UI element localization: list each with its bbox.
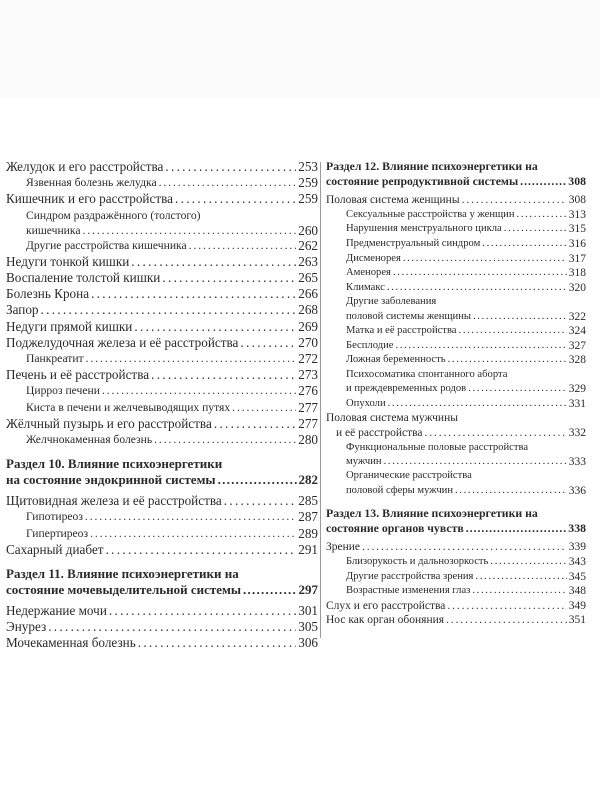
toc-leader-dots [102, 383, 296, 399]
toc-page-number: 338 [568, 520, 586, 535]
toc-page-number: 343 [568, 555, 586, 568]
toc-entry [6, 619, 318, 635]
toc-page-number: 282 [298, 472, 318, 488]
toc-entry [326, 426, 586, 441]
toc-leader-dots [82, 223, 296, 238]
toc-entry-title: Опухоли [346, 397, 386, 409]
column-divider [320, 162, 321, 638]
toc-entry-title: Энурез [6, 619, 47, 635]
toc-entry [6, 319, 318, 335]
toc-entry-title: Ложная беременность [346, 354, 446, 366]
toc-page-number: 331 [568, 397, 586, 410]
toc-page-number: 277 [298, 399, 318, 415]
toc-section-heading [6, 566, 318, 598]
toc-page-number: 336 [568, 484, 586, 497]
toc-entry-title-line1: Психосоматика спонтанного аборта [346, 368, 508, 380]
toc-entry [6, 351, 318, 367]
section-title-line1: Раздел 12. Влияние психоэнергетики на [326, 159, 538, 173]
toc-page-number: 318 [568, 267, 586, 280]
toc-entry-title: Панкреатит [26, 352, 84, 366]
toc-page-number: 305 [298, 619, 318, 635]
toc-entry [326, 521, 586, 536]
toc-page-number: 273 [298, 367, 318, 383]
toc-page-number: 289 [298, 525, 318, 541]
toc-entry [6, 582, 318, 598]
toc-page-number: 266 [298, 286, 318, 302]
toc-entry-title: Климакс [346, 281, 385, 293]
toc-leader-dots [86, 351, 297, 367]
toc-entry-title: Поджелудочная железа и её расстройства [6, 334, 239, 350]
toc-page-number: 259 [298, 191, 318, 207]
toc-entry-title: Запор [6, 302, 39, 318]
toc-page-number: 276 [298, 383, 318, 399]
toc-page-number: 270 [298, 334, 318, 350]
toc-page-number: 280 [298, 432, 318, 448]
section-title-line1: Раздел 13. Влияние психоэнергетики на [326, 506, 538, 521]
toc-entry-title-line1: Синдром раздражённого (толстого) [26, 208, 201, 222]
toc-leader-dots [447, 599, 566, 614]
toc-leader-dots [446, 613, 567, 628]
toc-page-number: 287 [298, 509, 318, 525]
toc-entry-title: Печень и её расстройства [6, 367, 150, 383]
toc-entry [326, 266, 586, 281]
toc-page-number: 328 [568, 354, 586, 367]
toc-leader-dots [162, 270, 296, 286]
toc-entry-multiline [326, 469, 586, 498]
toc-leader-dots [106, 542, 297, 558]
section-title-line1: Раздел 11. Влияние психоэнергетики на [6, 566, 239, 582]
toc-page-number: 332 [568, 426, 586, 439]
toc-entry [6, 335, 318, 351]
toc-entry [26, 223, 318, 238]
toc-entry-title: Желчнокаменная болезнь [26, 433, 153, 447]
toc-leader-dots [468, 382, 567, 396]
toc-leader-dots [134, 319, 296, 335]
toc-entry-multiline [326, 411, 586, 440]
toc-entry [326, 555, 586, 570]
toc-leader-dots [109, 603, 296, 619]
toc-leader-dots [504, 222, 567, 237]
toc-leader-dots [384, 455, 567, 469]
toc-entry [6, 635, 318, 651]
toc-entry-title: на состояние эндокринной системы [6, 472, 216, 488]
toc-page-number: 322 [568, 310, 586, 323]
toc-page-number: 333 [568, 455, 586, 468]
toc-entry-title: Нос как орган обоняния [326, 614, 445, 627]
toc-page-number: 317 [568, 252, 586, 265]
toc-entry-title: Недержание мочи [6, 603, 107, 619]
toc-page-number: 308 [568, 173, 586, 188]
toc-entry [326, 570, 586, 585]
toc-entry-title: Недуги прямой кишки [6, 318, 133, 334]
toc-leader-dots [175, 191, 296, 207]
toc-page-number: 327 [568, 339, 586, 352]
toc-leader-dots [224, 493, 296, 509]
toc-entry [326, 193, 586, 208]
toc-leader-dots [232, 400, 296, 416]
toc-page-number: 329 [568, 383, 586, 396]
toc-entry-title-line1: Другие заболевания [346, 296, 437, 308]
toc-leader-dots [393, 266, 567, 281]
toc-page-number: 265 [298, 270, 318, 286]
toc-page-number: 315 [568, 223, 586, 236]
toc-entry-multiline [326, 295, 586, 324]
toc-entry-title: Аменорея [346, 267, 391, 279]
toc-leader-dots [475, 570, 566, 585]
toc-entry [6, 302, 318, 318]
toc-leader-dots [165, 159, 296, 175]
toc-page-number: 262 [298, 237, 318, 253]
toc-entry-title: Бесплодие [346, 339, 394, 351]
toc-entry [6, 416, 318, 432]
toc-leader-dots [517, 208, 567, 223]
toc-page-number: 260 [298, 222, 318, 238]
toc-leader-dots [362, 540, 567, 555]
toc-entry-title: Цирроз печени [26, 384, 100, 398]
toc-page-number: 291 [298, 541, 318, 557]
toc-entry [6, 493, 318, 509]
toc-entry-title: Другие расстройства зрения [346, 570, 474, 582]
toc-entry-title: Другие расстройства кишечника [26, 238, 187, 252]
toc-leader-dots [448, 353, 567, 368]
toc-leader-dots [138, 635, 296, 651]
toc-entry-title: Гипертиреоз [26, 526, 89, 540]
toc-entry-title: Гипотиреоз [26, 510, 83, 524]
toc-leader-dots [90, 526, 296, 542]
toc-entry [6, 526, 318, 542]
toc-right-column [326, 159, 586, 628]
toc-entry-title-line1: Половая система мужчины [326, 412, 458, 425]
toc-leader-dots [425, 426, 567, 441]
toc-leader-dots [455, 484, 567, 498]
toc-leader-dots [459, 324, 567, 339]
toc-entry [326, 339, 586, 354]
toc-entry [6, 603, 318, 619]
toc-page-number: 316 [568, 237, 586, 250]
toc-page-number: 272 [298, 351, 318, 367]
toc-entry-title: Киста в печени и желчевыводящих путях [26, 400, 231, 414]
toc-entry-title: и преждевременных родов [346, 383, 467, 395]
toc-leader-dots [472, 584, 566, 599]
toc-entry-title: Недуги тонкой кишки [6, 253, 130, 269]
toc-entry-title-line1: Органические расстройства [346, 470, 472, 482]
toc-leader-dots [151, 367, 296, 383]
toc-entry [326, 397, 586, 412]
toc-page-number: 339 [568, 541, 586, 554]
toc-section-heading [6, 456, 318, 488]
toc-entry-title: кишечника [26, 223, 81, 237]
toc-entry-title: Предменструальный синдром [346, 237, 481, 249]
toc-entry-title: Воспаление толстой кишки [6, 270, 161, 286]
toc-entry-title: Желудок и его расстройства [6, 159, 164, 174]
toc-entry-title: половой сферы мужчин [346, 484, 453, 496]
toc-entry [6, 270, 318, 286]
toc-entry [326, 540, 586, 555]
toc-leader-dots [403, 252, 567, 267]
toc-entry [6, 286, 318, 302]
toc-entry [346, 455, 586, 469]
toc-entry-multiline [6, 208, 318, 238]
toc-leader-dots [490, 555, 566, 570]
toc-entry-title-line1: Функциональные половые расстройства [346, 441, 529, 453]
toc-leader-dots [131, 254, 296, 270]
toc-leader-dots [85, 509, 296, 525]
toc-page-number: 263 [298, 253, 318, 269]
toc-entry-title: Зрение [326, 541, 361, 554]
toc-entry-title: половой системы женщины [346, 310, 471, 322]
toc-page-number: 277 [298, 415, 318, 431]
toc-entry [326, 599, 586, 614]
toc-entry-title: Половая система женщины [326, 194, 460, 207]
toc-leader-dots [159, 175, 297, 191]
toc-entry [6, 367, 318, 383]
toc-entry-title: Возрастные изменения глаз [346, 585, 471, 597]
toc-entry [326, 584, 586, 599]
toc-entry-title: Сексуальные расстройства у женщин [346, 208, 515, 220]
toc-left-column [6, 159, 318, 652]
toc-page-number: 259 [298, 175, 318, 191]
toc-page-number: 324 [568, 325, 586, 338]
toc-leader-dots [462, 193, 567, 208]
toc-leader-dots [466, 521, 567, 536]
toc-leader-dots [520, 174, 566, 189]
toc-entry [346, 310, 586, 324]
toc-entry-title: состояние мочевыделительной системы [6, 582, 242, 598]
toc-leader-dots [189, 238, 297, 254]
toc-entry [326, 222, 586, 237]
toc-entry [6, 400, 318, 416]
toc-entry-title: Матка и её расстройства [346, 325, 457, 337]
toc-leader-dots [48, 619, 296, 635]
toc-entry-title: мужчин [346, 455, 382, 467]
toc-entry-title: Жёлчный пузырь и его расстройства [6, 415, 212, 431]
toc-entry [326, 252, 586, 267]
toc-entry [6, 191, 318, 207]
section-title-line1: Раздел 10. Влияние психоэнергетики [6, 456, 223, 472]
toc-leader-dots [482, 237, 566, 252]
toc-page-number: 320 [568, 281, 586, 294]
toc-entry-title: Сахарный диабет [6, 541, 104, 557]
toc-leader-dots [473, 310, 567, 324]
toc-page-number: 348 [568, 585, 586, 598]
toc-entry [326, 324, 586, 339]
toc-entry-title: Мочекаменная болезнь [6, 635, 136, 651]
toc-entry-title: Близорукость и дальнозоркость [346, 555, 489, 567]
toc-leader-dots [388, 397, 567, 412]
toc-entry [6, 542, 318, 558]
toc-page-number: 308 [568, 194, 586, 207]
toc-entry [346, 484, 586, 498]
toc-entry [6, 432, 318, 448]
toc-entry-title: и её расстройства [336, 426, 423, 439]
page-top-margin [0, 0, 600, 98]
toc-entry [326, 174, 586, 189]
toc-entry [6, 383, 318, 399]
toc-entry-title: состояние органов чувств [326, 520, 464, 535]
toc-entry-title: Болезнь Крона [6, 286, 90, 302]
toc-page-number: 297 [298, 582, 318, 598]
toc-entry-title: Дисменорея [346, 252, 401, 264]
toc-entry [326, 281, 586, 296]
toc-leader-dots [41, 302, 297, 318]
toc-section-heading [326, 159, 586, 188]
toc-page-number: 313 [568, 208, 586, 221]
toc-entry-title: Нарушения менструального цикла [346, 223, 502, 235]
toc-entry [6, 509, 318, 525]
toc-leader-dots [387, 281, 567, 296]
toc-entry [6, 159, 318, 175]
toc-leader-dots [395, 339, 566, 354]
toc-leader-dots [243, 582, 296, 598]
toc-entry [6, 472, 318, 488]
toc-page-number: 253 [298, 159, 318, 174]
toc-entry-title: состояние репродуктивной системы [326, 173, 519, 188]
toc-entry [346, 382, 586, 396]
toc-leader-dots [154, 432, 296, 448]
toc-page-number: 269 [298, 318, 318, 334]
toc-leader-dots [240, 335, 296, 351]
toc-entry [326, 353, 586, 368]
toc-page-number: 268 [298, 302, 318, 318]
toc-leader-dots [218, 472, 297, 488]
toc-entry-multiline [326, 368, 586, 397]
toc-entry-title: Слух и его расстройства [326, 599, 446, 612]
toc-entry [326, 237, 586, 252]
toc-entry [6, 254, 318, 270]
toc-section-heading [326, 506, 586, 535]
toc-entry-title: Кишечник и его расстройства [6, 191, 174, 207]
toc-page-number: 306 [298, 635, 318, 651]
toc-page-number: 285 [298, 493, 318, 509]
toc-page-number: 349 [568, 599, 586, 612]
toc-page-number: 301 [298, 603, 318, 619]
toc-entry [326, 208, 586, 223]
toc-entry [326, 613, 586, 628]
toc-entry [6, 238, 318, 254]
toc-entry-title: Щитовидная железа и её расстройства [6, 493, 222, 509]
toc-entry-multiline [326, 441, 586, 470]
toc-entry-title: Язвенная болезнь желудка [26, 176, 157, 190]
toc-entry [6, 175, 318, 191]
toc-page-number: 351 [568, 614, 586, 627]
toc-page-number: 345 [568, 570, 586, 583]
toc-leader-dots [214, 416, 296, 432]
toc-leader-dots [91, 286, 296, 302]
